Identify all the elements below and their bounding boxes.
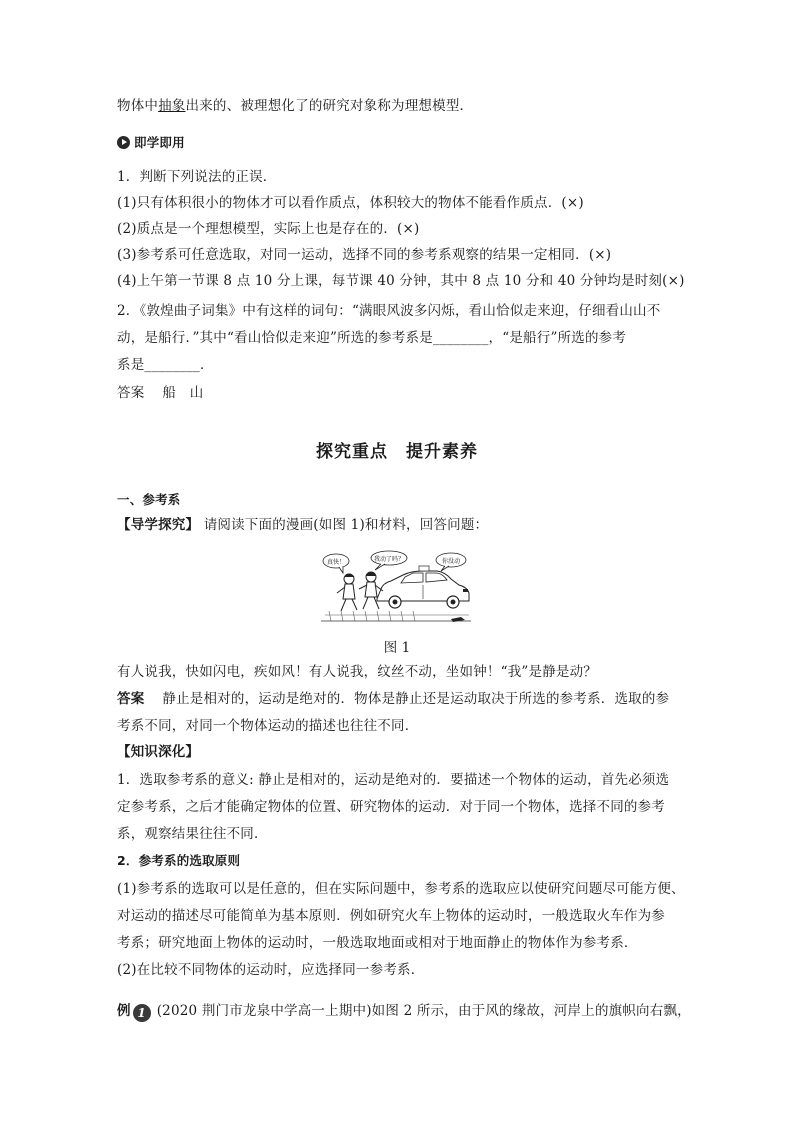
bubble-1-text: 真快！ bbox=[326, 559, 346, 566]
bubble-2-text: 我动了吗？ bbox=[373, 556, 405, 563]
deepen-1-line-1: 1．选取参考系的意义: 静止是相对的，运动是绝对的．要描述一个物体的运动，首先必须选 bbox=[117, 772, 670, 788]
q1-item-4: (4)上午第一节课 8 点 10 分上课，每节课 40 分钟，其中 8 点 10 分和 40 分钟均是时刻(×) bbox=[117, 273, 685, 289]
guide-line bbox=[117, 515, 488, 535]
deepen-label: 【知识深化】 bbox=[117, 744, 200, 760]
cartoon-figure bbox=[319, 549, 473, 629]
q1-item-3: (3)参考系可任意选取，对同一运动，选择不同的参考系观察的结果一定相同．(×) bbox=[117, 247, 612, 263]
q1-item-2: (2)质点是一个理想模型，实际上也是存在的．(×) bbox=[117, 221, 420, 237]
answer-line-2: 考系不同，对同一个物体运动的描述也往往不同． bbox=[117, 718, 419, 734]
question-line: 有人说我，快如闪电，疾如风！有人说我，纹丝不动，坐如钟！“我”是静是动？ bbox=[117, 664, 598, 680]
example-label: 例 bbox=[117, 1003, 131, 1019]
answer-text: 船 山 bbox=[162, 385, 204, 401]
example-text: (2020 荆门市龙泉中学高一上期中)如图 2 所示，由于风的缘故，河岸上的旗帜向右飘， bbox=[156, 1003, 691, 1019]
deepen-2-line-3: 考系；研究地面上物体的运动时，一般选取地面或相对于地面静止的物体作为参考系． bbox=[117, 935, 638, 951]
answer-line-1-text: 静止是相对的，运动是绝对的．物体是静止还是运动取决于所选的参考系．选取的参 bbox=[162, 691, 670, 707]
deepen-2-line-2: 对运动的描述尽可能简单为基本原则．例如研究火车上物体的运动时，一般选取火车作为参 bbox=[117, 908, 665, 924]
intro-text-pre: 物体中 bbox=[117, 98, 159, 114]
q2-line-1: 2．《敦煌曲子词集》中有这样的词句：“满眼风波多闪烁，看山恰似走来迎，仔细看山山不 bbox=[117, 303, 661, 319]
example-line bbox=[117, 1001, 691, 1022]
guide-text: 请阅读下面的漫画(如图 1)和材料，回答问题： bbox=[203, 517, 489, 533]
figure-caption: 图 1 bbox=[383, 640, 411, 656]
q2-answer bbox=[117, 383, 203, 403]
deepen-2-heading: 2．参考系的选取原则 bbox=[117, 853, 241, 868]
q2-line-2: 动，是船行．”其中“看山恰似走来迎”所选的参考系是________，“是船行”所选的参考 bbox=[117, 330, 627, 346]
practice-heading-text: 即学即用 bbox=[134, 135, 185, 150]
answer-label: 答案 bbox=[117, 385, 145, 401]
q2-line-3: 系是________． bbox=[117, 357, 214, 373]
q1-stem: 1．判断下列说法的正误． bbox=[117, 169, 277, 185]
deepen-1-line-3: 系，观察结果往往不同． bbox=[117, 826, 268, 842]
section-title: 探究重点 提升素养 bbox=[316, 442, 478, 462]
deepen-2-line-1: (1)参考系的选取可以是任意的，但在实际问题中，参考系的选取应以使研究问题尽可能方便、 bbox=[117, 881, 685, 897]
part1-heading: 一、参考系 bbox=[117, 492, 181, 507]
bubble-3-text: 你没动 bbox=[441, 558, 461, 565]
play-marker-icon bbox=[117, 136, 130, 149]
answer-line-1 bbox=[117, 689, 669, 709]
practice-heading bbox=[117, 133, 185, 153]
intro-text-post: 出来的、被理想化了的研究对象称为理想模型． bbox=[185, 98, 474, 114]
deepen-1-line-2: 定参考系，之后才能确定物体的位置、研究物体的运动．对于同一个物体，选择不同的参考 bbox=[117, 799, 665, 815]
guide-label: 【导学探究】 bbox=[117, 517, 200, 533]
answer-label-2: 答案 bbox=[117, 691, 145, 707]
intro-text-underlined: 抽象 bbox=[158, 98, 186, 114]
intro-line bbox=[117, 96, 473, 116]
example-number-badge: 1 bbox=[133, 1004, 151, 1022]
q1-item-1: (1)只有体积很小的物体才可以看作质点，体积较大的物体不能看作质点．(×) bbox=[117, 195, 584, 211]
deepen-2-line-4: (2)在比较不同物体的运动时，应选择同一参考系． bbox=[117, 962, 425, 978]
